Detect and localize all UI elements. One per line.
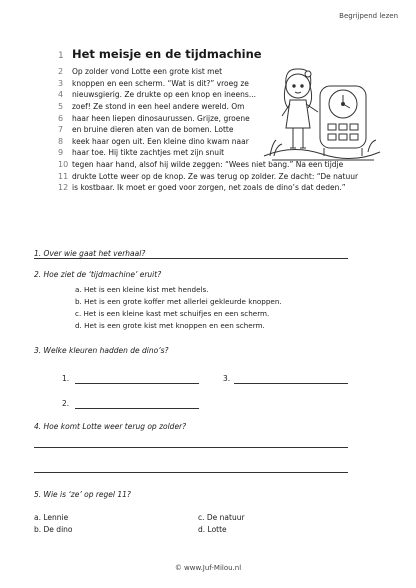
line-number: 7 xyxy=(58,125,64,135)
line-number: 4 xyxy=(58,90,64,100)
story-title-row xyxy=(58,47,262,61)
answer-line-q4-2[interactable] xyxy=(34,472,348,473)
question-1: 1. Over wie gaat het verhaal? xyxy=(34,249,146,258)
line-text: drukte Lotte weer op de knop. Ze was terug op zolder. Ze dacht: “De natuur xyxy=(72,171,359,181)
q5-choice-a[interactable]: a. Lennie xyxy=(34,513,69,522)
story-line xyxy=(58,182,358,194)
question-5: 5. Wie is ‘ze’ op regel 11? xyxy=(34,490,131,499)
worksheet-category: Begrijpend lezen xyxy=(339,12,398,20)
question-4: 4. Hoe komt Lotte weer terug op zolder? xyxy=(34,422,187,431)
girl-time-machine-illustration xyxy=(262,56,382,166)
answer-line-q3-3[interactable] xyxy=(234,383,348,384)
q2-option-a[interactable]: a. Het is een kleine kist met hendels. xyxy=(75,285,209,294)
answer-line-q3-2[interactable] xyxy=(75,408,199,409)
q3-label-1: 1. xyxy=(62,374,70,383)
answer-line-q3-1[interactable] xyxy=(75,383,199,384)
footer-credit: © www.Juf-Milou.nl xyxy=(174,564,242,572)
story-title: Het meisje en de tijdmachine xyxy=(72,47,262,61)
line-number: 8 xyxy=(58,136,64,146)
line-text: zoef! Ze stond in een heel andere wereld. Om xyxy=(72,102,245,112)
q2-option-c[interactable]: c. Het is een kleine kast met schuifjes en een scherm. xyxy=(75,309,270,318)
line-text: tegen haar hand, alsof hij wilde zeggen: “Wees niet bang.” Na een tijdje xyxy=(72,160,344,170)
question-3: 3. Welke kleuren hadden de dino’s? xyxy=(34,346,169,355)
line-number: 6 xyxy=(58,113,64,123)
q2-option-b[interactable]: b. Het is een grote koffer met allerlei gekleurde knoppen. xyxy=(75,297,282,306)
q5-choice-b[interactable]: b. De dino xyxy=(34,525,73,534)
line-text: knoppen en een scherm. “Wat is dit?” vroeg ze xyxy=(72,78,249,88)
line-text: haar heen liepen dinosaurussen. Grijze, groene xyxy=(72,113,250,123)
line-number: 9 xyxy=(58,148,64,158)
line-number: 11 xyxy=(58,171,69,181)
answer-line-q4-1[interactable] xyxy=(34,447,348,448)
q3-label-3: 3. xyxy=(223,374,231,383)
title-line-number: 1 xyxy=(58,51,64,61)
line-number: 2 xyxy=(58,67,64,77)
line-text: is kostbaar. Ik moet er goed voor zorgen, net zoals de dino’s dat deden.” xyxy=(72,183,346,193)
question-2: 2. Hoe ziet de ‘tijdmachine’ eruit? xyxy=(34,270,162,279)
line-text: nieuwsgierig. Ze drukte op een knop en ineens... xyxy=(72,90,256,100)
line-text: haar toe. Hij tikte zachtjes met zijn snuit xyxy=(72,148,225,158)
line-text: keek haar ogen uit. Een kleine dino kwam naar xyxy=(72,136,249,146)
q2-option-d[interactable]: d. Het is een grote kist met knoppen en een scherm. xyxy=(75,321,265,330)
answer-line-q1[interactable] xyxy=(34,258,348,259)
line-number: 12 xyxy=(58,183,69,193)
q5-choice-d[interactable]: d. Lotte xyxy=(198,525,227,534)
q3-label-2: 2. xyxy=(62,399,70,408)
q5-choice-c[interactable]: c. De natuur xyxy=(198,513,245,522)
line-number: 3 xyxy=(58,78,64,88)
line-text: Op zolder vond Lotte een grote kist met xyxy=(72,67,223,77)
line-text: en bruine dieren aten van de bomen. Lotte xyxy=(72,125,234,135)
story-line xyxy=(58,170,358,182)
line-number: 10 xyxy=(58,160,69,170)
line-number: 5 xyxy=(58,102,64,112)
